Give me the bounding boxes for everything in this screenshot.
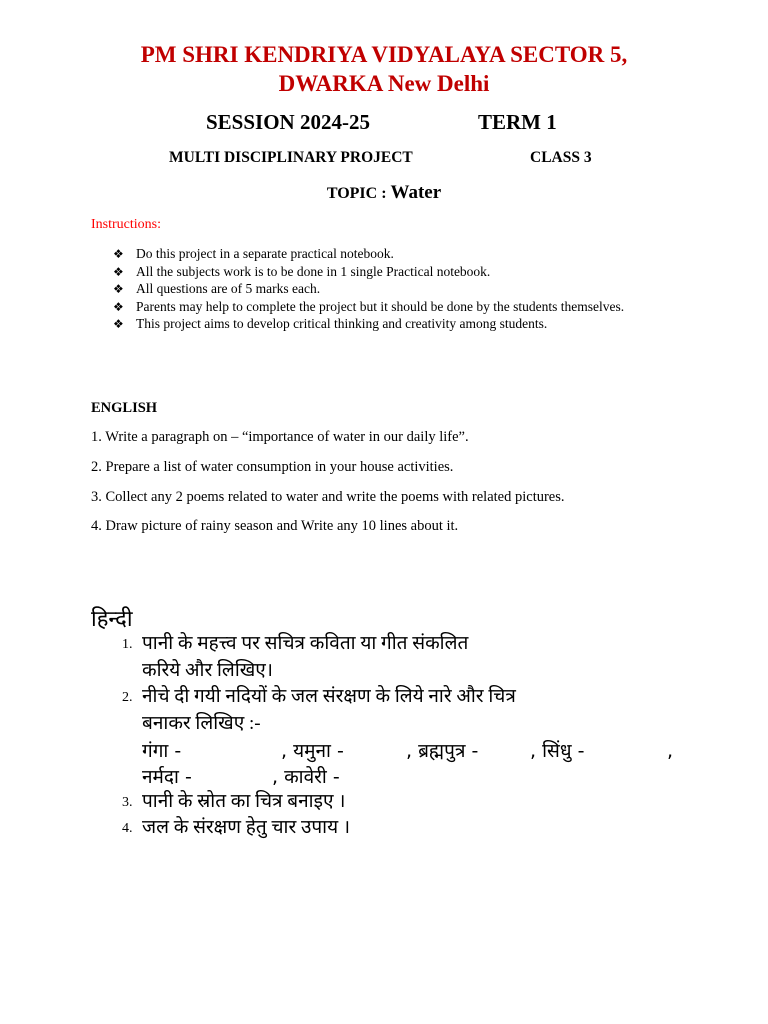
hindi-question-2-line2: बनाकर लिखिए :- [142, 713, 261, 734]
instruction-text: All the subjects work is to be done in 1 single Practical notebook. [136, 263, 491, 279]
hindi-question-number: 4. [122, 821, 133, 836]
project-title: MULTI DISCIPLINARY PROJECT [169, 149, 413, 166]
topic-value: Water [390, 182, 442, 203]
instruction-text: Parents may help to complete the project but it should be done by the students themselves. [136, 298, 625, 314]
hindi-question-number: 3. [122, 795, 133, 810]
instructions-heading: Instructions: [91, 217, 161, 232]
instruction-text: Do this project in a separate practical notebook. [136, 246, 394, 261]
instruction-text: This project aims to develop critical thinking and creativity among students. [136, 316, 548, 332]
class-label: CLASS 3 [530, 149, 592, 166]
term-label: TERM 1 [478, 110, 557, 134]
diamond-bullet-icon: ❖ [113, 299, 124, 314]
english-heading: ENGLISH [91, 400, 158, 416]
river-blank: , सिंधु - [530, 740, 585, 762]
hindi-question-1-line2: करिये और लिखिए। [142, 660, 273, 681]
river-blank: नर्मदा - [142, 766, 192, 788]
instruction-item [113, 315, 624, 333]
instruction-item [113, 245, 624, 263]
diamond-bullet-icon: ❖ [113, 264, 124, 279]
river-blank: , [667, 740, 674, 762]
school-title [0, 40, 768, 98]
river-blank: , ब्रह्मपुत्र - [406, 740, 479, 762]
hindi-question-1-line1: पानी के महत्त्व पर सचित्र कविता या गीत संकलित [142, 633, 469, 654]
hindi-question-3: पानी के स्रोत का चित्र बनाइए । [142, 791, 346, 812]
school-title-line1: PM SHRI KENDRIYA VIDYALAYA SECTOR 5, [140, 42, 628, 67]
instructions-list [113, 245, 624, 333]
river-blank: , यमुना - [281, 740, 344, 762]
hindi-question-number: 1. [122, 637, 133, 652]
topic-line [0, 182, 768, 204]
hindi-question-number: 2. [122, 690, 133, 705]
instruction-text: All questions are of 5 marks each. [136, 281, 321, 297]
diamond-bullet-icon: ❖ [113, 317, 124, 332]
diamond-bullet-icon: ❖ [113, 247, 124, 261]
river-blank: गंगा - [142, 740, 182, 762]
school-title-line2: DWARKA New Delhi [278, 71, 490, 96]
hindi-question-4: जल के संरक्षण हेतु चार उपाय । [142, 817, 351, 838]
topic-label: TOPIC : [326, 185, 387, 202]
instruction-item [113, 263, 624, 281]
instruction-item [113, 298, 624, 316]
river-blank: , कावेरी - [272, 766, 340, 788]
diamond-bullet-icon: ❖ [113, 282, 124, 297]
hindi-heading: हिन्दी [91, 607, 133, 632]
english-question: 3. Collect any 2 poems related to water and write the poems with related pictures. [91, 489, 565, 505]
hindi-question-2-line1: नीचे दी गयी नदियों के जल संरक्षण के लिये नारे और चित्र [142, 686, 516, 707]
english-question: 4. Draw picture of rainy season and Write any 10 lines about it. [91, 518, 459, 534]
english-question: 2. Prepare a list of water consumption in your house activities. [91, 459, 454, 475]
instruction-item [113, 280, 624, 298]
session-label: SESSION 2024-25 [206, 110, 370, 134]
english-question: 1. Write a paragraph on – “importance of water in our daily life”. [91, 429, 469, 445]
